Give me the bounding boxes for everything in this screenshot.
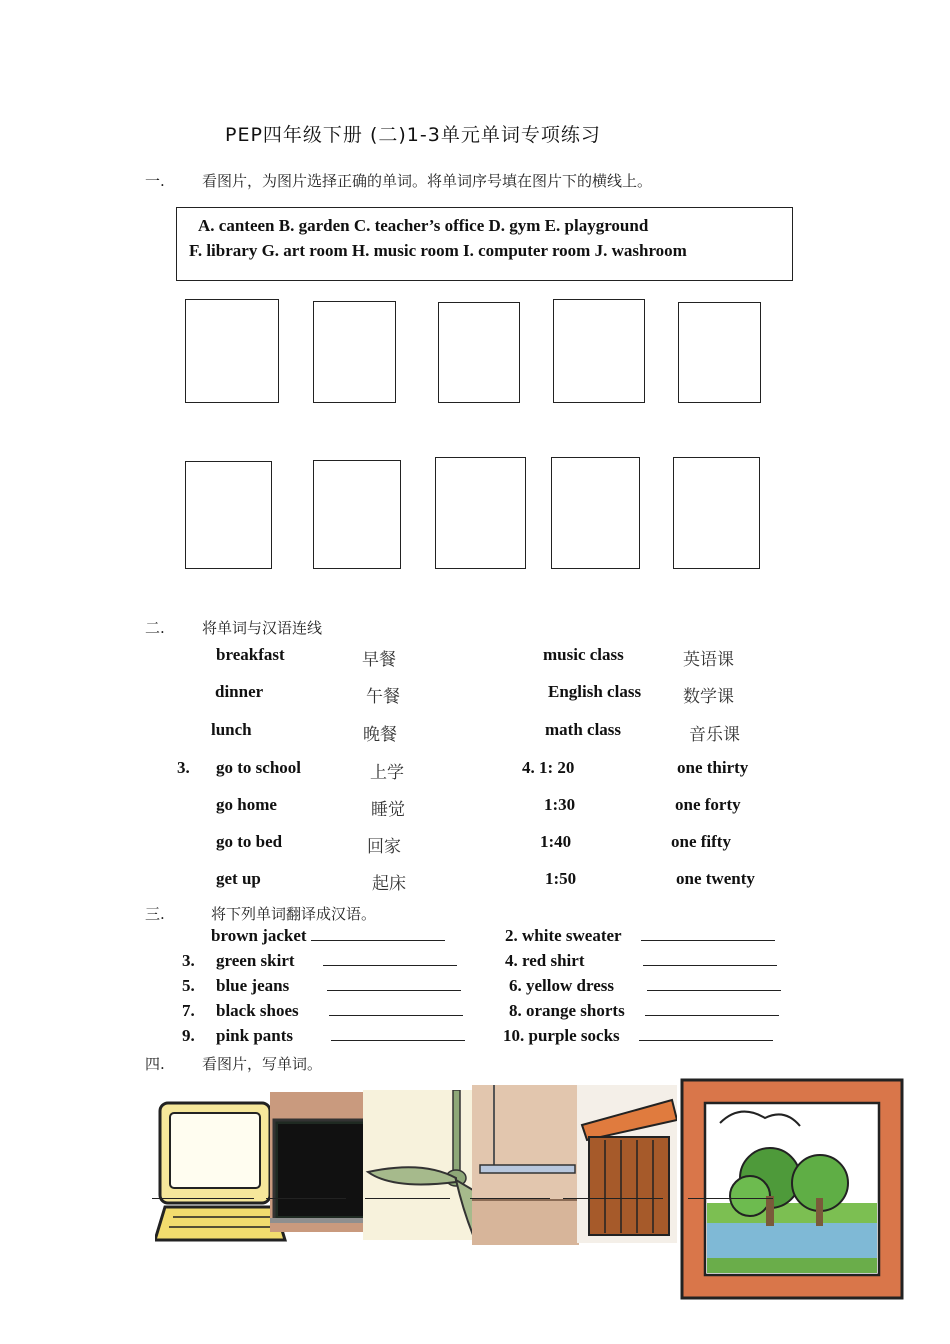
- section2-heading: [145, 617, 645, 637]
- match-word: go to bed: [216, 832, 283, 851]
- picture-box-3: [438, 302, 520, 403]
- match-chinese: 早餐: [362, 650, 396, 670]
- translate-item-9: 9.: [182, 1026, 195, 1045]
- section2-number: 二.: [145, 619, 165, 637]
- picture-box-7: [313, 460, 401, 569]
- match-time: 1:30: [544, 795, 576, 814]
- translate-item-8: 8. orange shorts: [509, 1001, 625, 1020]
- match-chinese: 数学课: [683, 687, 734, 707]
- answer-blank[interactable]: [266, 1198, 346, 1199]
- section1-heading: [145, 170, 845, 190]
- picture-box-9: [551, 457, 640, 569]
- answer-blank[interactable]: [311, 926, 445, 941]
- answer-blank[interactable]: [639, 1026, 773, 1041]
- answer-blank[interactable]: [327, 976, 461, 991]
- translate-item-9-text: pink pants: [216, 1026, 294, 1045]
- picture-box-10: [673, 457, 760, 569]
- match-chinese: 英语课: [683, 650, 734, 670]
- translate-item-7-text: black shoes: [216, 1001, 299, 1020]
- match-chinese: 上学: [370, 763, 404, 783]
- match-chinese: 回家: [367, 837, 401, 857]
- match-chinese: 音乐课: [689, 725, 740, 745]
- page-title: PEP四年级下册 (二)1-3单元单词专项练习: [225, 124, 601, 146]
- section4-instruction: 看图片，写单词。: [202, 1055, 323, 1073]
- word-bank-line-2: F. library G. art room H. music room I. computer room J. washroom: [189, 241, 687, 260]
- section4-heading: [145, 1053, 645, 1073]
- picture-box-4: [553, 299, 645, 403]
- match-chinese: 睡觉: [371, 800, 405, 820]
- picture-box-8: [435, 457, 526, 569]
- word-bank-line-1: A. canteen B. garden C. teacher’s office D. gym E. playground: [198, 216, 649, 235]
- match-word: breakfast: [216, 645, 285, 664]
- match-word: one twenty: [676, 869, 755, 888]
- translate-item-5: 5.: [182, 976, 195, 995]
- translate-item-10: 10. purple socks: [503, 1026, 620, 1045]
- match-chinese: 午餐: [366, 687, 400, 707]
- match-word: English class: [548, 682, 642, 701]
- translate-item-6: 6. yellow dress: [509, 976, 614, 995]
- match-word: math class: [545, 720, 622, 739]
- word-bank-box: [176, 207, 793, 281]
- match-word: get up: [216, 869, 261, 888]
- answer-blank[interactable]: [365, 1198, 450, 1199]
- answer-blank[interactable]: [470, 1198, 550, 1199]
- translate-item-2: 2. white sweater: [505, 926, 622, 945]
- translate-item-7: 7.: [182, 1001, 195, 1020]
- answer-blank[interactable]: [323, 951, 457, 966]
- section3-instruction: 将下列单词翻译成汉语。: [211, 905, 377, 923]
- translate-item-4: 4. red shirt: [505, 951, 585, 970]
- match-word: go home: [216, 795, 277, 814]
- translate-item-5-text: blue jeans: [216, 976, 290, 995]
- translate-item-3: 3.: [182, 951, 195, 970]
- answer-blank[interactable]: [641, 926, 775, 941]
- section1-instruction: 看图片，为图片选择正确的单词。将单词序号填在图片下的横线上。: [202, 172, 653, 190]
- match-chinese: 晚餐: [363, 725, 397, 745]
- trash-bin-icon: [577, 1085, 677, 1243]
- fan-icon: [363, 1090, 473, 1240]
- picture-box-6: [185, 461, 272, 569]
- answer-blank[interactable]: [647, 976, 781, 991]
- match-word: one forty: [675, 795, 741, 814]
- section3-number: 三.: [145, 905, 165, 923]
- answer-blank[interactable]: [688, 1198, 773, 1199]
- answer-blank[interactable]: [563, 1198, 663, 1199]
- match-word: one thirty: [677, 758, 749, 777]
- translate-item-3-text: green skirt: [216, 951, 295, 970]
- match-word: one fifty: [671, 832, 731, 851]
- answer-blank[interactable]: [152, 1198, 254, 1199]
- section2-instruction: 将单词与汉语连线: [202, 619, 323, 637]
- wall-light-icon: [472, 1085, 579, 1245]
- match-chinese: 起床: [372, 874, 406, 894]
- picture-box-2: [313, 301, 396, 403]
- match-word: go to school: [216, 758, 301, 777]
- section4-number: 四.: [145, 1055, 165, 1073]
- match-word: lunch: [211, 720, 252, 739]
- blackboard-icon: [270, 1092, 365, 1232]
- match-word: music class: [543, 645, 624, 664]
- picture-box-5: [678, 302, 761, 403]
- picture-box-1: [185, 299, 279, 403]
- answer-blank[interactable]: [645, 1001, 779, 1016]
- section3-heading: [145, 903, 645, 923]
- match-time: 1:50: [545, 869, 577, 888]
- group3-label: 3.: [177, 758, 190, 777]
- match-word: dinner: [215, 682, 264, 701]
- group4-label: 4. 1: 20: [522, 758, 575, 777]
- answer-blank[interactable]: [643, 951, 777, 966]
- translate-item-1: brown jacket: [211, 926, 445, 946]
- match-time: 1:40: [540, 832, 572, 851]
- section1-number: 一.: [145, 172, 165, 190]
- answer-blank[interactable]: [331, 1026, 465, 1041]
- framed-picture-icon: [680, 1078, 904, 1300]
- answer-blank[interactable]: [329, 1001, 463, 1016]
